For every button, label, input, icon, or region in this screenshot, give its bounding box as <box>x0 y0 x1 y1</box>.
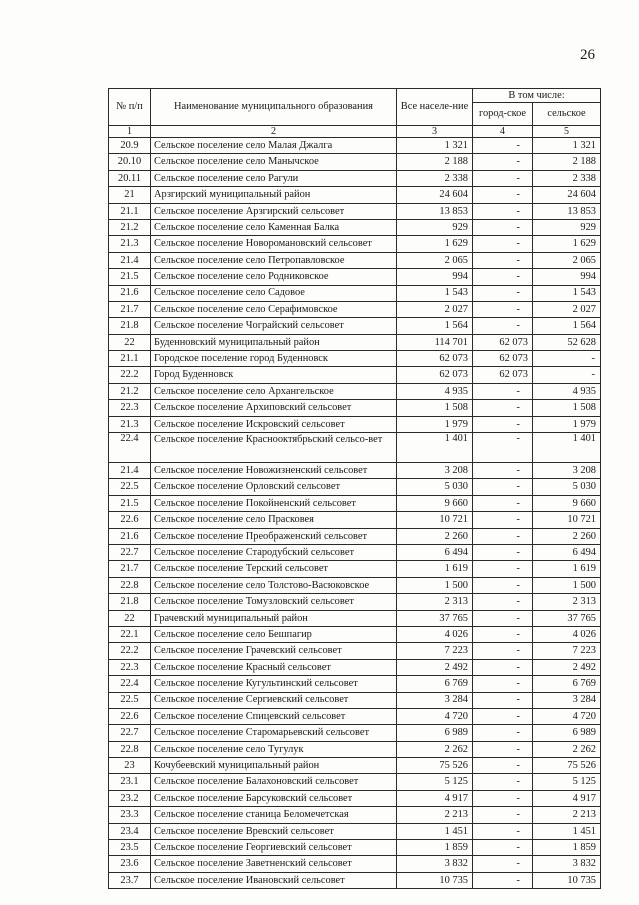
rural-population-cell: 4 917 <box>533 790 601 806</box>
row-number-cell: 21.4 <box>109 463 151 479</box>
row-number-cell: 22.5 <box>109 692 151 708</box>
urban-population-cell: - <box>473 383 533 399</box>
municipality-name-cell: Сельское поселение Терский сельсовет <box>151 561 397 577</box>
rural-population-cell: 929 <box>533 219 601 235</box>
municipality-name-cell: Город Буденновск <box>151 367 397 383</box>
municipality-name-cell: Сельское поселение Ивановский сельсовет <box>151 872 397 888</box>
municipality-name-cell: Городское поселение город Буденновск <box>151 351 397 367</box>
total-population-cell: 2 065 <box>397 252 473 268</box>
total-population-cell: 10 721 <box>397 512 473 528</box>
urban-population-cell: - <box>473 758 533 774</box>
table-row <box>109 774 601 790</box>
table-row <box>109 823 601 839</box>
row-number-cell: 23.7 <box>109 872 151 888</box>
rural-population-cell: 4 720 <box>533 708 601 724</box>
urban-population-cell: - <box>473 643 533 659</box>
table-row <box>109 463 601 479</box>
municipality-name-cell: Сельское поселение Старомарьевский сельсовет <box>151 725 397 741</box>
table-row <box>109 252 601 268</box>
municipality-name-cell: Сельское поселение Преображенский сельсовет <box>151 528 397 544</box>
column-number: 5 <box>533 126 601 138</box>
table-row <box>109 495 601 511</box>
header-number: № п/п <box>109 89 151 126</box>
table-row <box>109 544 601 560</box>
rural-population-cell: 1 508 <box>533 400 601 416</box>
rural-population-cell: 6 494 <box>533 544 601 560</box>
total-population-cell: 4 935 <box>397 383 473 399</box>
table-row <box>109 872 601 888</box>
column-number: 1 <box>109 126 151 138</box>
row-number-cell: 22.3 <box>109 400 151 416</box>
rural-population-cell: 1 543 <box>533 285 601 301</box>
row-number-cell: 22.7 <box>109 544 151 560</box>
urban-population-cell: - <box>473 659 533 675</box>
row-number-cell: 22.8 <box>109 741 151 757</box>
urban-population-cell: - <box>473 725 533 741</box>
table-row <box>109 383 601 399</box>
rural-population-cell: 13 853 <box>533 203 601 219</box>
total-population-cell: 3 832 <box>397 856 473 872</box>
table-row <box>109 528 601 544</box>
table-row <box>109 840 601 856</box>
total-population-cell: 6 494 <box>397 544 473 560</box>
rural-population-cell: 3 832 <box>533 856 601 872</box>
total-population-cell: 1 321 <box>397 138 473 154</box>
urban-population-cell: - <box>473 676 533 692</box>
municipality-name-cell: Сельское поселение Кугультинский сельсовет <box>151 676 397 692</box>
table-row <box>109 479 601 495</box>
row-number-cell: 22.3 <box>109 659 151 675</box>
row-number-cell: 21 <box>109 187 151 203</box>
total-population-cell: 114 701 <box>397 334 473 350</box>
total-population-cell: 4 026 <box>397 626 473 642</box>
table-row <box>109 400 601 416</box>
row-number-cell: 23.2 <box>109 790 151 806</box>
rural-population-cell: 10 721 <box>533 512 601 528</box>
page-number: 26 <box>580 47 595 63</box>
urban-population-cell: - <box>473 610 533 626</box>
total-population-cell: 1 543 <box>397 285 473 301</box>
total-population-cell: 2 260 <box>397 528 473 544</box>
row-number-cell: 20.9 <box>109 138 151 154</box>
municipality-name-cell: Буденновский муниципальный район <box>151 334 397 350</box>
rural-population-cell: 1 401 <box>533 433 601 463</box>
table-row <box>109 626 601 642</box>
total-population-cell: 1 859 <box>397 840 473 856</box>
municipality-name-cell: Сельское поселение Искровский сельсовет <box>151 416 397 432</box>
total-population-cell: 2 313 <box>397 594 473 610</box>
rural-population-cell: 2 492 <box>533 659 601 675</box>
rural-population-cell: - <box>533 367 601 383</box>
header-urban: город-ское <box>473 103 533 126</box>
municipality-name-cell: Сельское поселение Балахоновский сельсовет <box>151 774 397 790</box>
municipality-name-cell: Сельское поселение станица Беломечетская <box>151 807 397 823</box>
rural-population-cell: 2 027 <box>533 301 601 317</box>
rural-population-cell: 75 526 <box>533 758 601 774</box>
municipality-name-cell: Сельское поселение Новоромановский сельсовет <box>151 236 397 252</box>
row-number-cell: 22.2 <box>109 643 151 659</box>
table-row <box>109 725 601 741</box>
rural-population-cell: 4 026 <box>533 626 601 642</box>
rural-population-cell: 24 604 <box>533 187 601 203</box>
urban-population-cell: - <box>473 692 533 708</box>
urban-population-cell: - <box>473 236 533 252</box>
rural-population-cell: 2 065 <box>533 252 601 268</box>
municipality-name-cell: Сельское поселение Сергиевский сельсовет <box>151 692 397 708</box>
urban-population-cell: - <box>473 577 533 593</box>
table-row <box>109 676 601 692</box>
table-row <box>109 154 601 170</box>
row-number-cell: 22.2 <box>109 367 151 383</box>
rural-population-cell: 5 125 <box>533 774 601 790</box>
municipality-name-cell: Сельское поселение Красный сельсовет <box>151 659 397 675</box>
table-row <box>109 367 601 383</box>
total-population-cell: 5 125 <box>397 774 473 790</box>
total-population-cell: 2 213 <box>397 807 473 823</box>
urban-population-cell: - <box>473 400 533 416</box>
rural-population-cell: 3 208 <box>533 463 601 479</box>
table-row <box>109 138 601 154</box>
column-number: 2 <box>151 126 397 138</box>
urban-population-cell: - <box>473 219 533 235</box>
table-row <box>109 301 601 317</box>
municipality-name-cell: Сельское поселение село Родниковское <box>151 269 397 285</box>
table-row <box>109 512 601 528</box>
row-number-cell: 23 <box>109 758 151 774</box>
rural-population-cell: 1 321 <box>533 138 601 154</box>
rural-population-cell: 2 262 <box>533 741 601 757</box>
total-population-cell: 7 223 <box>397 643 473 659</box>
total-population-cell: 62 073 <box>397 351 473 367</box>
total-population-cell: 5 030 <box>397 479 473 495</box>
rural-population-cell: 2 313 <box>533 594 601 610</box>
urban-population-cell: - <box>473 872 533 888</box>
total-population-cell: 2 027 <box>397 301 473 317</box>
rural-population-cell: 2 213 <box>533 807 601 823</box>
table-row <box>109 334 601 350</box>
table-row <box>109 269 601 285</box>
total-population-cell: 2 188 <box>397 154 473 170</box>
municipality-name-cell: Сельское поселение село Тугулук <box>151 741 397 757</box>
total-population-cell: 1 619 <box>397 561 473 577</box>
urban-population-cell: - <box>473 433 533 463</box>
total-population-cell: 2 492 <box>397 659 473 675</box>
municipality-name-cell: Сельское поселение Покойненский сельсовет <box>151 495 397 511</box>
row-number-cell: 22.6 <box>109 708 151 724</box>
table-row <box>109 741 601 757</box>
rural-population-cell: 994 <box>533 269 601 285</box>
urban-population-cell: - <box>473 285 533 301</box>
row-number-cell: 21.8 <box>109 594 151 610</box>
rural-population-cell: 3 284 <box>533 692 601 708</box>
urban-population-cell: - <box>473 479 533 495</box>
column-number: 3 <box>397 126 473 138</box>
urban-population-cell: - <box>473 495 533 511</box>
rural-population-cell: 4 935 <box>533 383 601 399</box>
table-row <box>109 219 601 235</box>
municipality-name-cell: Сельское поселение Томузловский сельсовет <box>151 594 397 610</box>
row-number-cell: 21.8 <box>109 318 151 334</box>
total-population-cell: 75 526 <box>397 758 473 774</box>
row-number-cell: 22.1 <box>109 626 151 642</box>
urban-population-cell: - <box>473 416 533 432</box>
urban-population-cell: - <box>473 561 533 577</box>
table-row <box>109 692 601 708</box>
urban-population-cell: 62 073 <box>473 334 533 350</box>
rural-population-cell: 1 564 <box>533 318 601 334</box>
urban-population-cell: 62 073 <box>473 367 533 383</box>
municipality-name-cell: Сельское поселение Стародубский сельсовет <box>151 544 397 560</box>
municipality-name-cell: Сельское поселение Чограйский сельсовет <box>151 318 397 334</box>
row-number-cell: 23.6 <box>109 856 151 872</box>
urban-population-cell: - <box>473 301 533 317</box>
row-number-cell: 23.5 <box>109 840 151 856</box>
table-row <box>109 807 601 823</box>
urban-population-cell: - <box>473 187 533 203</box>
row-number-cell: 20.11 <box>109 170 151 186</box>
municipality-name-cell: Сельское поселение Краснооктябрьский сельсо-вет <box>151 433 397 463</box>
urban-population-cell: - <box>473 154 533 170</box>
urban-population-cell: - <box>473 269 533 285</box>
table-row <box>109 351 601 367</box>
table-row <box>109 170 601 186</box>
row-number-cell: 21.5 <box>109 495 151 511</box>
municipality-name-cell: Сельское поселение Орловский сельсовет <box>151 479 397 495</box>
row-number-cell: 23.4 <box>109 823 151 839</box>
table-row <box>109 643 601 659</box>
row-number-cell: 21.1 <box>109 203 151 219</box>
row-number-cell: 21.7 <box>109 301 151 317</box>
municipality-name-cell: Арзгирский муниципальный район <box>151 187 397 203</box>
municipality-name-cell: Сельское поселение Георгиевский сельсовет <box>151 840 397 856</box>
table-row <box>109 856 601 872</box>
total-population-cell: 1 979 <box>397 416 473 432</box>
total-population-cell: 3 284 <box>397 692 473 708</box>
row-number-cell: 20.10 <box>109 154 151 170</box>
total-population-cell: 13 853 <box>397 203 473 219</box>
total-population-cell: 10 735 <box>397 872 473 888</box>
urban-population-cell: - <box>473 823 533 839</box>
table-row <box>109 187 601 203</box>
table-row <box>109 318 601 334</box>
total-population-cell: 6 769 <box>397 676 473 692</box>
municipality-name-cell: Сельское поселение село Архангельское <box>151 383 397 399</box>
row-number-cell: 22.5 <box>109 479 151 495</box>
total-population-cell: 3 208 <box>397 463 473 479</box>
rural-population-cell: 10 735 <box>533 872 601 888</box>
rural-population-cell: 1 979 <box>533 416 601 432</box>
urban-population-cell: - <box>473 626 533 642</box>
municipality-name-cell: Сельское поселение Архиповский сельсовет <box>151 400 397 416</box>
header-total-population: Все населе-ние <box>397 89 473 126</box>
row-number-cell: 21.7 <box>109 561 151 577</box>
urban-population-cell: - <box>473 528 533 544</box>
total-population-cell: 62 073 <box>397 367 473 383</box>
row-number-cell: 21.5 <box>109 269 151 285</box>
urban-population-cell: - <box>473 856 533 872</box>
total-population-cell: 1 401 <box>397 433 473 463</box>
population-table <box>108 88 601 889</box>
urban-population-cell: - <box>473 594 533 610</box>
municipality-name-cell: Сельское поселение село Петропавловское <box>151 252 397 268</box>
rural-population-cell: 37 765 <box>533 610 601 626</box>
row-number-cell: 21.3 <box>109 416 151 432</box>
table-body <box>109 138 601 889</box>
urban-population-cell: - <box>473 790 533 806</box>
header-rural: сельское <box>533 103 601 126</box>
row-number-cell: 22 <box>109 610 151 626</box>
table-row <box>109 659 601 675</box>
rural-population-cell: 9 660 <box>533 495 601 511</box>
municipality-name-cell: Сельское поселение Спицевский сельсовет <box>151 708 397 724</box>
rural-population-cell: 6 769 <box>533 676 601 692</box>
table-row <box>109 758 601 774</box>
rural-population-cell: 6 989 <box>533 725 601 741</box>
urban-population-cell: - <box>473 741 533 757</box>
table-row <box>109 561 601 577</box>
municipality-name-cell: Сельское поселение село Малая Джалга <box>151 138 397 154</box>
table-row <box>109 577 601 593</box>
rural-population-cell: 1 859 <box>533 840 601 856</box>
table-row <box>109 594 601 610</box>
municipality-name-cell: Сельское поселение Вревский сельсовет <box>151 823 397 839</box>
urban-population-cell: - <box>473 840 533 856</box>
rural-population-cell: - <box>533 351 601 367</box>
rural-population-cell: 52 628 <box>533 334 601 350</box>
municipality-name-cell: Сельское поселение село Бешпагир <box>151 626 397 642</box>
total-population-cell: 2 262 <box>397 741 473 757</box>
municipality-name-cell: Сельское поселение Новожизненский сельсовет <box>151 463 397 479</box>
rural-population-cell: 7 223 <box>533 643 601 659</box>
row-number-cell: 23.3 <box>109 807 151 823</box>
table-row <box>109 790 601 806</box>
municipality-name-cell: Сельское поселение село Прасковея <box>151 512 397 528</box>
table-row <box>109 203 601 219</box>
row-number-cell: 22.6 <box>109 512 151 528</box>
urban-population-cell: - <box>473 318 533 334</box>
row-number-cell: 21.2 <box>109 383 151 399</box>
rural-population-cell: 5 030 <box>533 479 601 495</box>
municipality-name-cell: Сельское поселение село Рагули <box>151 170 397 186</box>
row-number-cell: 22.7 <box>109 725 151 741</box>
urban-population-cell: - <box>473 708 533 724</box>
urban-population-cell: - <box>473 512 533 528</box>
table-row <box>109 433 601 463</box>
urban-population-cell: 62 073 <box>473 351 533 367</box>
rural-population-cell: 1 629 <box>533 236 601 252</box>
rural-population-cell: 2 338 <box>533 170 601 186</box>
urban-population-cell: - <box>473 544 533 560</box>
municipality-name-cell: Грачевский муниципальный район <box>151 610 397 626</box>
row-number-cell: 22 <box>109 334 151 350</box>
rural-population-cell: 2 188 <box>533 154 601 170</box>
urban-population-cell: - <box>473 774 533 790</box>
municipality-name-cell: Сельское поселение село Садовое <box>151 285 397 301</box>
total-population-cell: 1 500 <box>397 577 473 593</box>
total-population-cell: 9 660 <box>397 495 473 511</box>
row-number-cell: 22.8 <box>109 577 151 593</box>
total-population-cell: 1 508 <box>397 400 473 416</box>
total-population-cell: 2 338 <box>397 170 473 186</box>
municipality-name-cell: Сельское поселение Арзгирский сельсовет <box>151 203 397 219</box>
total-population-cell: 1 451 <box>397 823 473 839</box>
urban-population-cell: - <box>473 203 533 219</box>
row-number-cell: 21.6 <box>109 528 151 544</box>
row-number-cell: 22.4 <box>109 433 151 463</box>
table-row <box>109 236 601 252</box>
total-population-cell: 994 <box>397 269 473 285</box>
table-header <box>109 89 601 138</box>
total-population-cell: 6 989 <box>397 725 473 741</box>
rural-population-cell: 1 619 <box>533 561 601 577</box>
urban-population-cell: - <box>473 170 533 186</box>
total-population-cell: 24 604 <box>397 187 473 203</box>
total-population-cell: 4 917 <box>397 790 473 806</box>
row-number-cell: 21.3 <box>109 236 151 252</box>
urban-population-cell: - <box>473 807 533 823</box>
row-number-cell: 21.1 <box>109 351 151 367</box>
total-population-cell: 4 720 <box>397 708 473 724</box>
total-population-cell: 1 629 <box>397 236 473 252</box>
row-number-cell: 23.1 <box>109 774 151 790</box>
header-municipality-name: Наименование муниципального образования <box>151 89 397 126</box>
rural-population-cell: 1 500 <box>533 577 601 593</box>
table-row <box>109 610 601 626</box>
row-number-cell: 21.2 <box>109 219 151 235</box>
table-row <box>109 285 601 301</box>
municipality-name-cell: Сельское поселение село Манычское <box>151 154 397 170</box>
total-population-cell: 1 564 <box>397 318 473 334</box>
rural-population-cell: 2 260 <box>533 528 601 544</box>
urban-population-cell: - <box>473 252 533 268</box>
municipality-name-cell: Сельское поселение село Серафимовское <box>151 301 397 317</box>
urban-population-cell: - <box>473 463 533 479</box>
header-including: В том числе: <box>473 89 601 103</box>
row-number-cell: 21.6 <box>109 285 151 301</box>
total-population-cell: 37 765 <box>397 610 473 626</box>
municipality-name-cell: Сельское поселение село Толстово-Васюковское <box>151 577 397 593</box>
municipality-name-cell: Кочубеевский муниципальный район <box>151 758 397 774</box>
table-row <box>109 416 601 432</box>
table-row <box>109 708 601 724</box>
total-population-cell: 929 <box>397 219 473 235</box>
row-number-cell: 21.4 <box>109 252 151 268</box>
column-number: 4 <box>473 126 533 138</box>
rural-population-cell: 1 451 <box>533 823 601 839</box>
urban-population-cell: - <box>473 138 533 154</box>
municipality-name-cell: Сельское поселение Барсуковский сельсовет <box>151 790 397 806</box>
municipality-name-cell: Сельское поселение Грачевский сельсовет <box>151 643 397 659</box>
municipality-name-cell: Сельское поселение Заветненский сельсовет <box>151 856 397 872</box>
municipality-name-cell: Сельское поселение село Каменная Балка <box>151 219 397 235</box>
column-number-row <box>109 126 601 138</box>
row-number-cell: 22.4 <box>109 676 151 692</box>
